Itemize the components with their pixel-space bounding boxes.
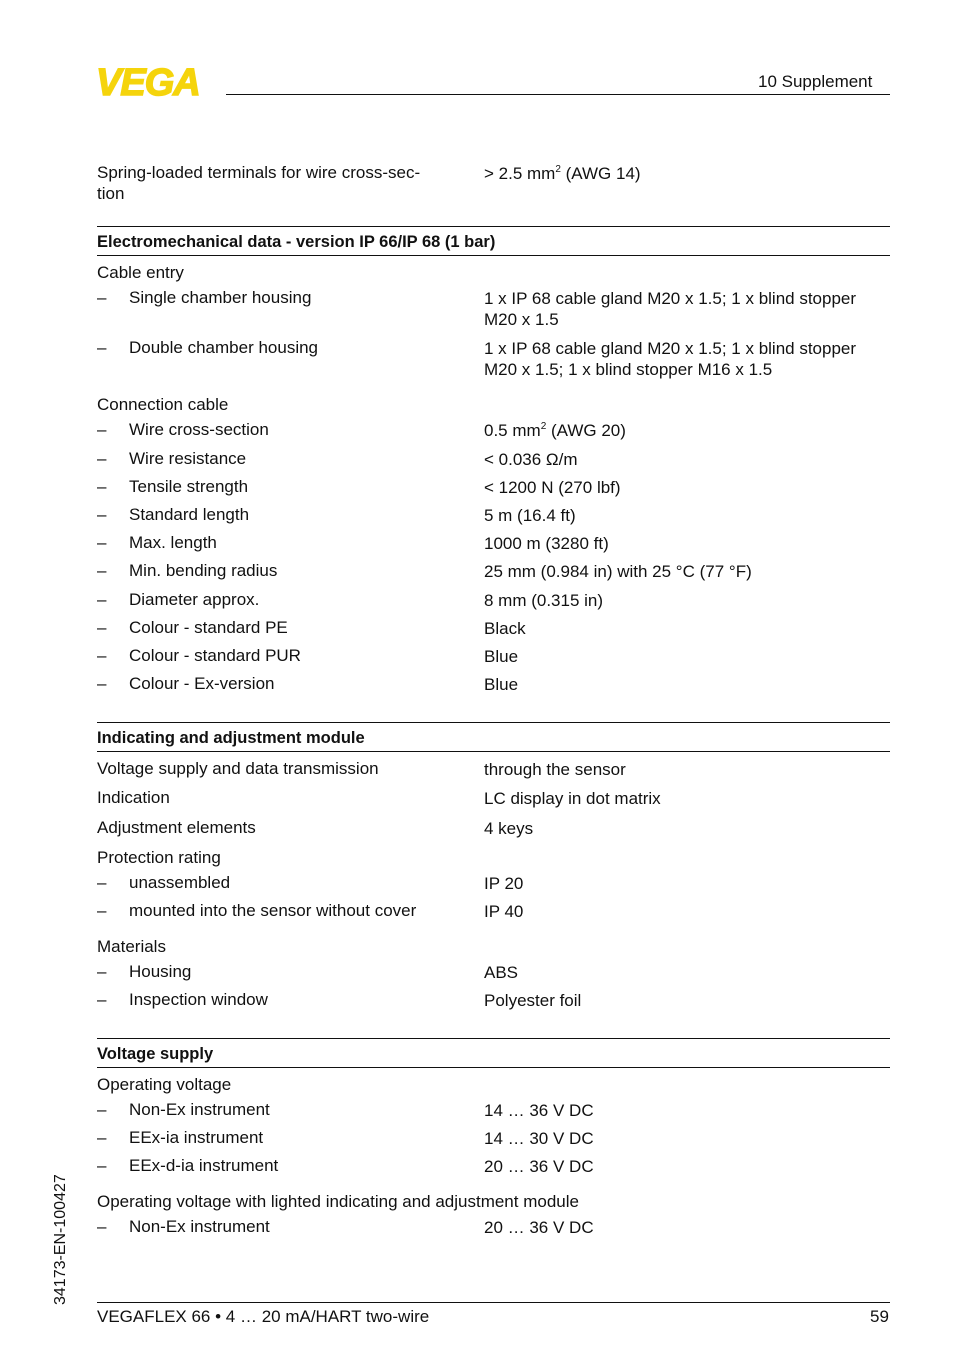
dash: – — [97, 901, 107, 920]
wire-cross-section-label: Wire cross-section — [129, 420, 269, 439]
eexdia-label: EEx-d-ia instrument — [129, 1156, 279, 1175]
cable-row-value: Black — [484, 619, 526, 638]
dash: – — [97, 1156, 107, 1175]
dash: – — [97, 1217, 107, 1236]
dash: – — [97, 618, 107, 637]
cable-row-value: 25 mm (0.984 in) with 25 °C (77 °F) — [484, 562, 752, 581]
cable-row-value: 1000 m (3280 ft) — [484, 534, 609, 553]
cable-row-value: Blue — [484, 675, 519, 694]
section-rule-bottom — [97, 255, 890, 256]
double-chamber-value-2: M20 x 1.5; 1 x blind stopper M16 x 1.5 — [484, 360, 773, 379]
dash: – — [97, 449, 107, 468]
mounted-label: mounted into the sensor without cover — [129, 901, 417, 920]
section-rule-bottom — [97, 1067, 890, 1068]
footer-doc-title: VEGAFLEX 66 • 4 … 20 mA/HART two-wire — [97, 1307, 430, 1326]
unassembled-value: IP 20 — [484, 874, 524, 893]
dash: – — [97, 505, 107, 524]
cable-row-label: Colour - Ex-version — [129, 674, 275, 693]
eexia-value: 14 … 30 V DC — [484, 1129, 594, 1148]
logo-text: VEGA — [96, 64, 200, 98]
dash: – — [97, 288, 107, 307]
materials-label: Materials — [97, 937, 166, 956]
cable-row-label: Colour - standard PE — [129, 618, 288, 637]
cable-row-label: Standard length — [129, 505, 250, 524]
mounted-value: IP 40 — [484, 902, 524, 921]
single-chamber-label: Single chamber housing — [129, 288, 312, 307]
dash: – — [97, 1128, 107, 1147]
terminals-label-2: tion — [97, 184, 125, 203]
lighted-nonex-label: Non-Ex instrument — [129, 1217, 270, 1236]
footer-rule — [97, 1302, 890, 1303]
dash: – — [97, 873, 107, 892]
unassembled-label: unassembled — [129, 873, 231, 892]
cable-row-value: < 1200 N (270 lbf) — [484, 478, 621, 497]
wire-cross-section-value: 0.5 $mm^2$ (AWG 20) — [484, 421, 626, 440]
section-header: 10 Supplement — [758, 72, 873, 91]
dash: – — [97, 1100, 107, 1119]
dash: – — [97, 533, 107, 552]
connection-cable-label: Connection cable — [97, 395, 229, 414]
cable-row-label: Max. length — [129, 533, 217, 552]
indication-value: LC display in dot matrix — [484, 789, 661, 808]
dash: – — [97, 646, 107, 665]
housing-label: Housing — [129, 962, 192, 981]
eexia-label: EEx-ia instrument — [129, 1128, 264, 1147]
cable-row-label: Diameter approx. — [129, 590, 260, 609]
terminals-value: > 2.5 $mm^2$ (AWG 14) — [484, 164, 641, 183]
dash: – — [97, 590, 107, 609]
dash: – — [97, 990, 107, 1009]
adjustment-value: 4 keys — [484, 819, 534, 838]
section-rule-top — [97, 1038, 890, 1039]
cable-row-value: 5 m (16.4 ft) — [484, 506, 576, 525]
operating-voltage-label: Operating voltage — [97, 1075, 232, 1094]
lighted-nonex-value: 20 … 36 V DC — [484, 1218, 594, 1237]
eexdia-value: 20 … 36 V DC — [484, 1157, 594, 1176]
single-chamber-value-1: 1 x IP 68 cable gland M20 x 1.5; 1 x blind stopper — [484, 289, 857, 308]
vega-logo — [96, 64, 220, 98]
section-rule-top — [97, 722, 890, 723]
dash: – — [97, 561, 107, 580]
document-code: 34173-EN-100427 — [52, 1174, 69, 1305]
dash: – — [97, 420, 107, 439]
lighted-voltage-label: Operating voltage with lighted indicating and adjustment module — [97, 1192, 579, 1211]
housing-value: ABS — [484, 963, 519, 982]
header-rule — [226, 94, 890, 95]
cable-row-value: Blue — [484, 647, 519, 666]
cable-row-label: Tensile strength — [129, 477, 249, 496]
dash: – — [97, 962, 107, 981]
inspection-window-value: Polyester foil — [484, 991, 582, 1010]
voltage-transmission-label: Voltage supply and data transmission — [97, 759, 379, 778]
terminals-label-1: Spring-loaded terminals for wire cross-sec- — [97, 163, 421, 182]
cable-row-label: Min. bending radius — [129, 561, 278, 580]
indicating-title: Indicating and adjustment module — [97, 729, 365, 747]
cable-row-value: 8 mm (0.315 in) — [484, 591, 604, 610]
double-chamber-value-1: 1 x IP 68 cable gland M20 x 1.5; 1 x blind stopper — [484, 339, 857, 358]
cable-entry-label: Cable entry — [97, 263, 184, 282]
dash: – — [97, 477, 107, 496]
single-chamber-value-2: M20 x 1.5 — [484, 310, 559, 329]
adjustment-label: Adjustment elements — [97, 818, 256, 837]
indication-label: Indication — [97, 788, 170, 807]
nonex-label: Non-Ex instrument — [129, 1100, 270, 1119]
voltage-supply-title: Voltage supply — [97, 1045, 214, 1063]
section-rule-top — [97, 226, 890, 227]
voltage-transmission-value: through the sensor — [484, 760, 626, 779]
dash: – — [97, 338, 107, 357]
electromechanical-title: Electromechanical data - version IP 66/IP 68 (1 bar) — [97, 233, 496, 251]
cable-row-label: Wire resistance — [129, 449, 247, 468]
dash: – — [97, 674, 107, 693]
cable-row-value: < 0.036 Ω/m — [484, 450, 578, 469]
protection-label: Protection rating — [97, 848, 221, 867]
page-number: 59 — [870, 1307, 889, 1326]
inspection-window-label: Inspection window — [129, 990, 268, 1009]
section-rule-bottom — [97, 751, 890, 752]
nonex-value: 14 … 36 V DC — [484, 1101, 594, 1120]
cable-row-label: Colour - standard PUR — [129, 646, 301, 665]
double-chamber-label: Double chamber housing — [129, 338, 319, 357]
